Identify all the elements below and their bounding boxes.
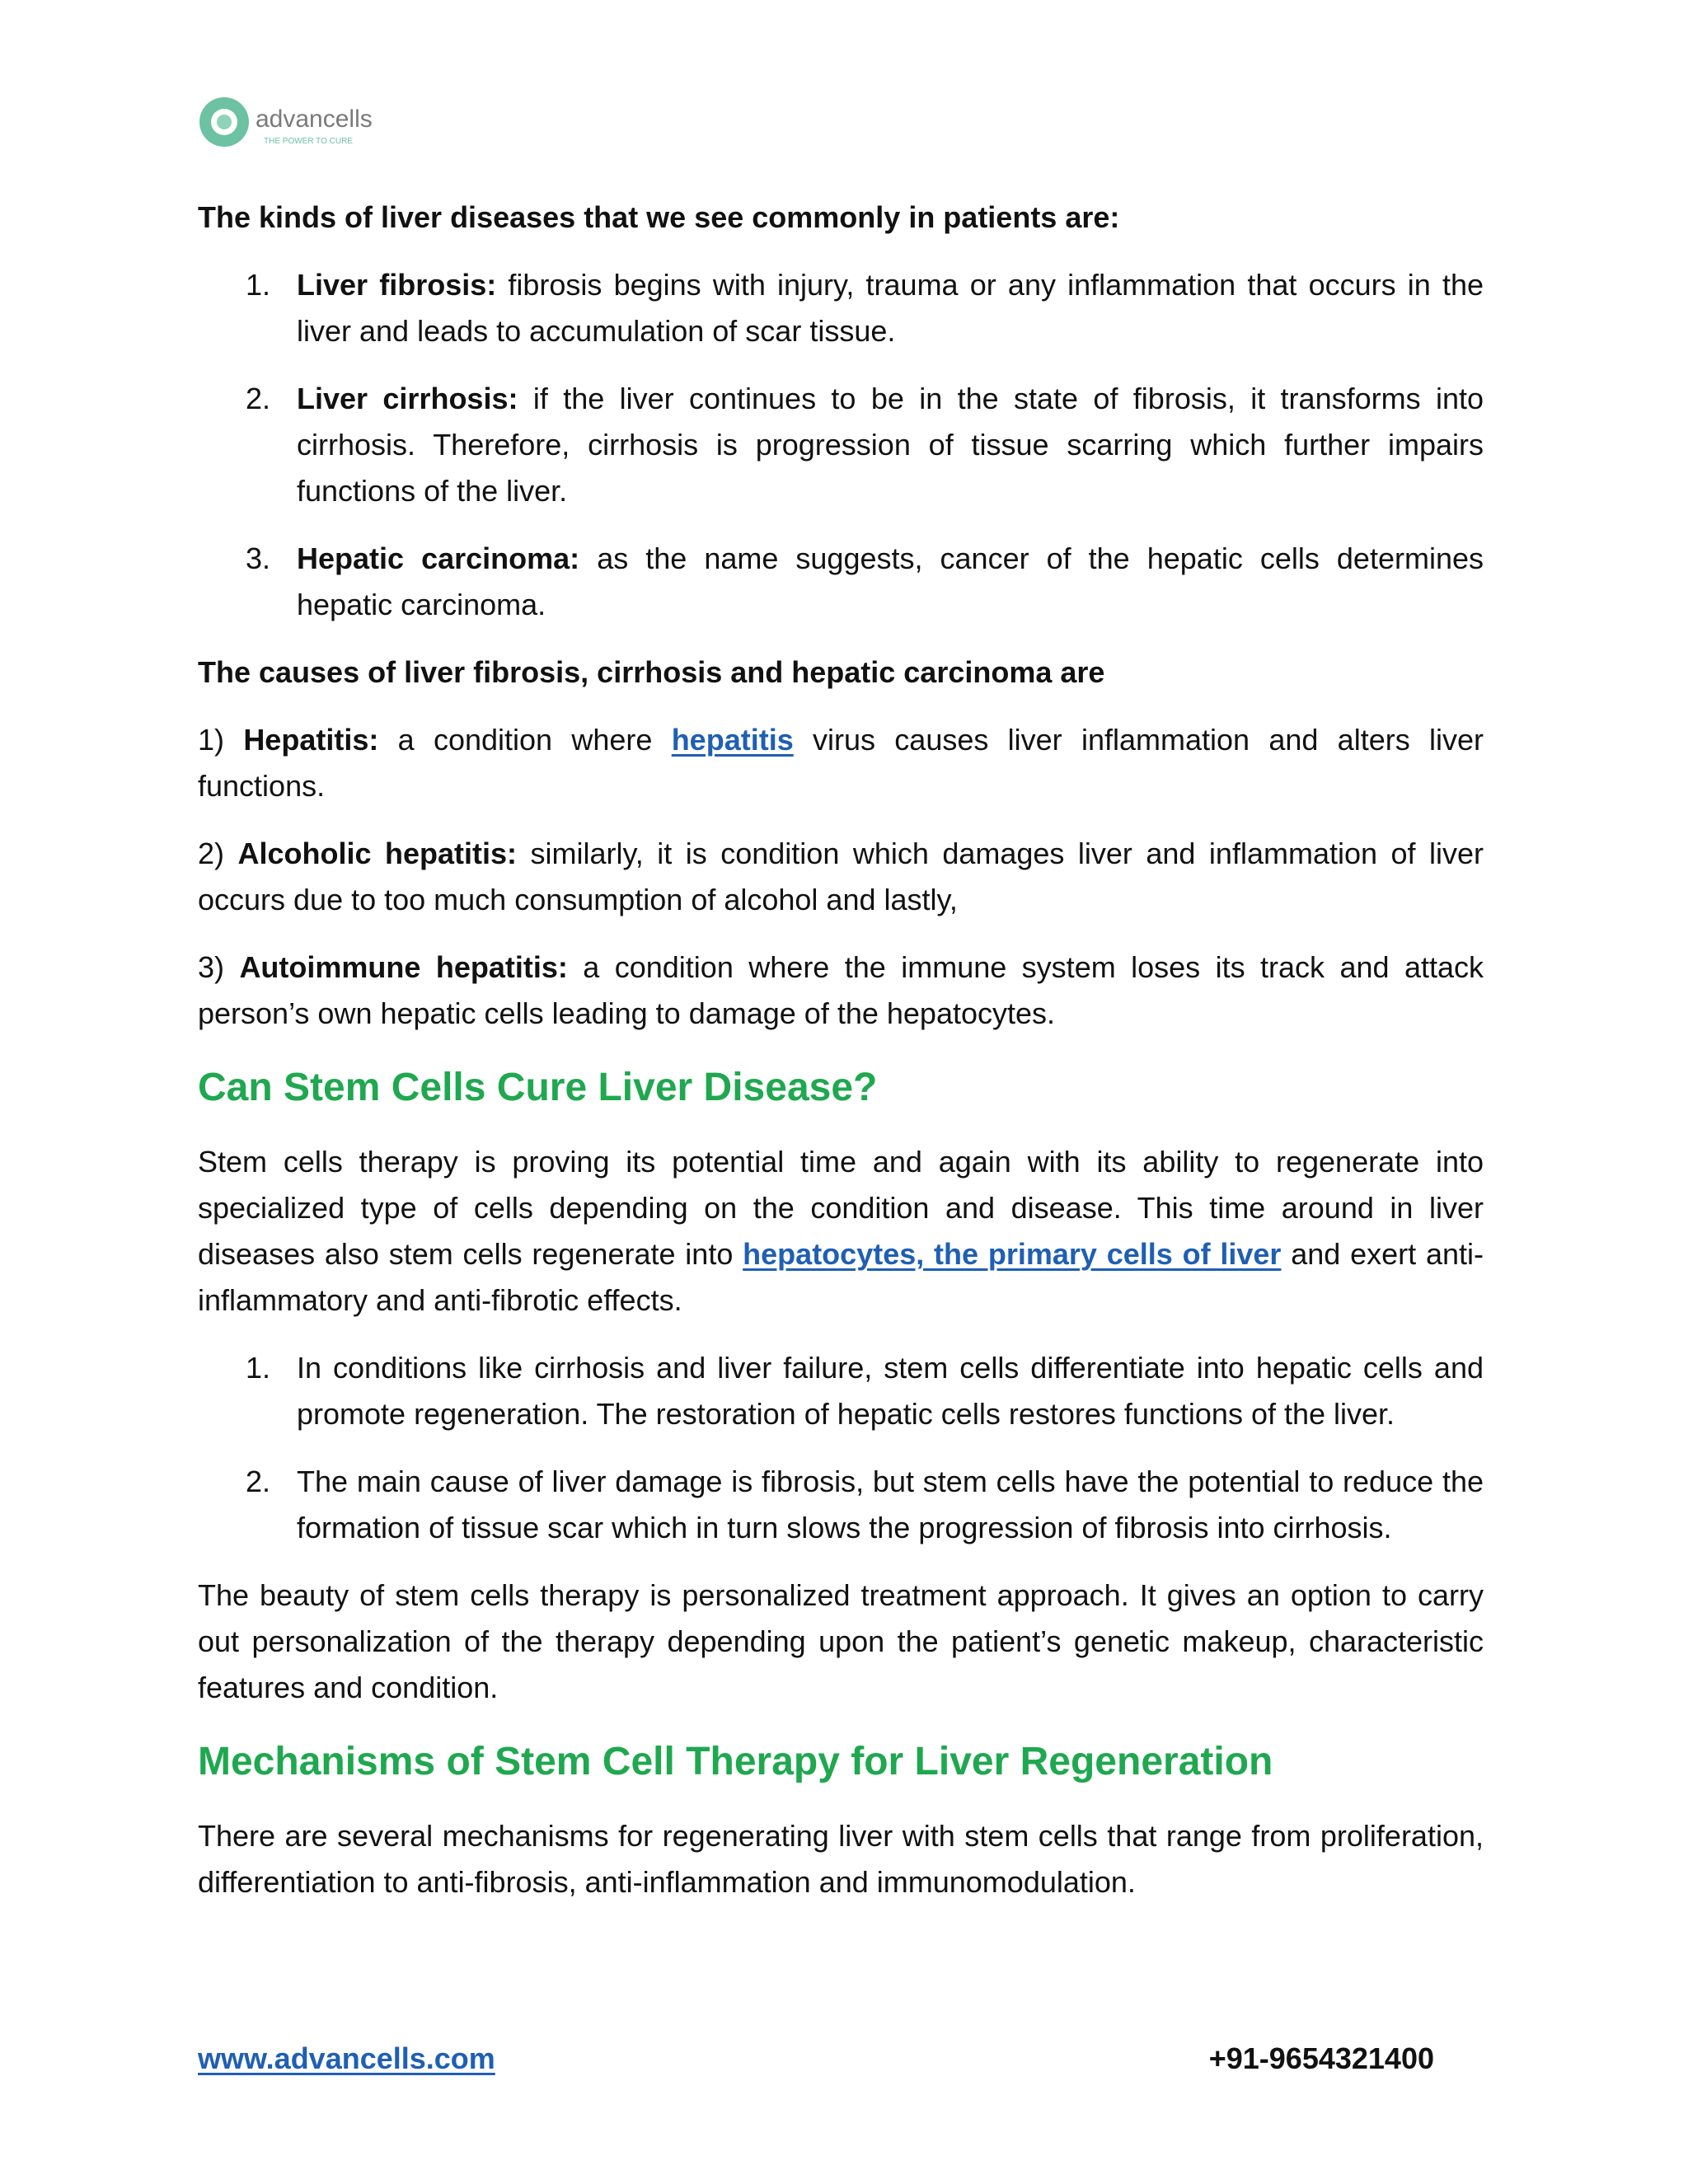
stem-cells-paragraph bbox=[198, 1139, 1484, 1324]
section-heading-stem-cells-cure: Can Stem Cells Cure Liver Disease? bbox=[198, 1066, 878, 1109]
paragraph-text: and exert anti-inflammatory and anti-fibrotic effects. bbox=[198, 1237, 1484, 1317]
stem-cell-effects-list bbox=[198, 1345, 1484, 1551]
causes-heading: The causes of liver fibrosis, cirrhosis and hepatic carcinoma are bbox=[198, 655, 1105, 689]
phone-number: +91-9654321400 bbox=[1208, 2041, 1434, 2075]
disease-list bbox=[198, 262, 1484, 628]
svg-text:THE POWER TO CURE bbox=[264, 137, 353, 146]
list-item bbox=[198, 1459, 1484, 1551]
hepatitis-link[interactable]: hepatitis bbox=[671, 723, 794, 757]
cause-term: Autoimmune hepatitis: bbox=[239, 950, 568, 984]
list-number: 2. bbox=[246, 1465, 271, 1498]
list-item bbox=[198, 1345, 1484, 1437]
paragraph-text: Stem cells therapy is proving its potential time and again with its ability to regenerate into specialized type of cells depending on the condition and disease. This time around in liver diseases also stem cells regenerate into bbox=[198, 1145, 1484, 1271]
website-link[interactable]: www.advancells.com bbox=[198, 2041, 495, 2075]
list-item-text: The main cause of liver damage is fibrosis, but stem cells have the potential to reduce the formation of tissue scar which in turn slows the progression of fibrosis into cirrhosis. bbox=[297, 1465, 1484, 1544]
cause-number: 2) bbox=[198, 837, 238, 870]
cause-text: a condition where the immune system loses its track and attack person’s own hepatic cells leading to damage of the hepatocytes. bbox=[198, 950, 1484, 1030]
section-heading-mechanisms: Mechanisms of Stem Cell Therapy for Liver Regeneration bbox=[198, 1740, 1273, 1783]
cause-text: virus causes liver inflammation and alters liver functions. bbox=[198, 723, 1484, 803]
list-item-text: In conditions like cirrhosis and liver failure, stem cells differentiate into hepatic cells and promote regeneration. The restoration of hepatic cells restores functions of the liver. bbox=[297, 1351, 1484, 1431]
list-number: 3. bbox=[246, 541, 271, 575]
svg-text:advancells bbox=[256, 105, 373, 133]
cause-number: 3) bbox=[198, 950, 240, 984]
list-item bbox=[198, 376, 1484, 514]
logo-tagline: THE POWER TO CURE bbox=[264, 137, 353, 146]
cause-autoimmune-hepatitis bbox=[198, 944, 1484, 1037]
list-item bbox=[198, 262, 1484, 354]
list-number: 2. bbox=[246, 382, 271, 415]
page-footer bbox=[198, 2036, 1434, 2082]
logo-mark bbox=[198, 96, 396, 153]
logo-wordmark: advancells bbox=[256, 105, 373, 133]
cause-text: similarly, it is condition which damages liver and inflammation of liver occurs due to too much consumption of alcohol and lastly, bbox=[198, 837, 1484, 916]
disease-term: Liver fibrosis: bbox=[297, 268, 497, 302]
personalized-therapy-paragraph: The beauty of stem cells therapy is personalized treatment approach. It gives an option to carry out personalization of the therapy depending upon the patient’s genetic makeup, characteristic features and condition. bbox=[198, 1578, 1484, 1704]
disease-description: as the name suggests, cancer of the hepatic cells determines hepatic carcinoma. bbox=[297, 541, 1484, 621]
cause-term: Hepatitis: bbox=[243, 723, 379, 757]
list-item bbox=[198, 536, 1484, 628]
cause-text: a condition where bbox=[378, 723, 672, 757]
disease-description: fibrosis begins with injury, trauma or any inflammation that occurs in the liver and leads to accumulation of scar tissue. bbox=[297, 268, 1484, 348]
list-number: 1. bbox=[246, 268, 271, 302]
intro-heading: The kinds of liver diseases that we see commonly in patients are: bbox=[198, 200, 1120, 234]
disease-term: Liver cirrhosis: bbox=[297, 382, 518, 415]
cause-number: 1) bbox=[198, 723, 244, 757]
cause-hepatitis bbox=[198, 717, 1484, 809]
mechanisms-paragraph: There are several mechanisms for regenerating liver with stem cells that range from proliferation, differentiation to anti-fibrosis, anti-inflammation and immunomodulation. bbox=[198, 1819, 1484, 1899]
list-number: 1. bbox=[246, 1351, 271, 1385]
cause-alcoholic-hepatitis bbox=[198, 831, 1484, 923]
document-body bbox=[198, 194, 1484, 1927]
advancells-logo bbox=[198, 96, 396, 153]
disease-description: if the liver continues to be in the state of fibrosis, it transforms into cirrhosis. Therefore, cirrhosis is progression of tissue scarring which further impairs functions of the liver. bbox=[297, 382, 1484, 508]
hepatocytes-link[interactable]: hepatocytes, the primary cells of liver bbox=[743, 1237, 1282, 1271]
disease-term: Hepatic carcinoma: bbox=[297, 541, 580, 575]
cause-term: Alcoholic hepatitis: bbox=[237, 837, 518, 870]
